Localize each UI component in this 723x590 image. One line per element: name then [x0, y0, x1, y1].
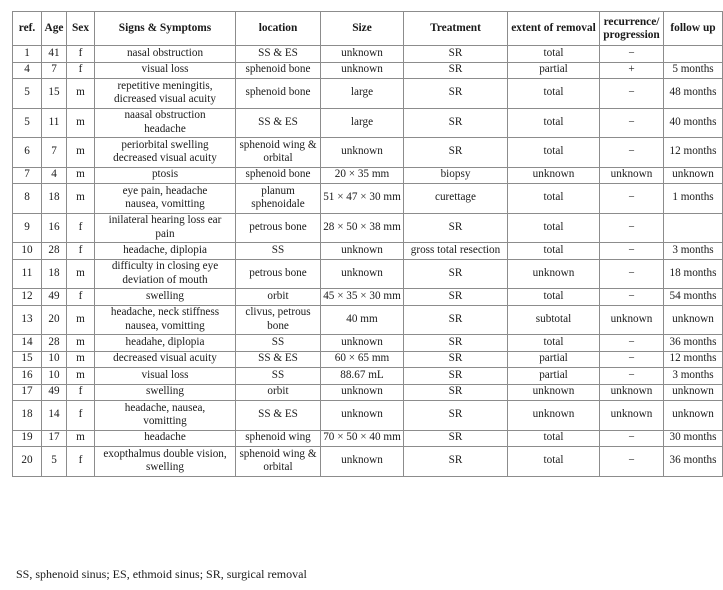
cell-treatment: biopsy: [404, 167, 508, 184]
header-size: Size: [321, 12, 404, 46]
cell-signs: visual loss: [95, 62, 236, 79]
cell-location: [236, 138, 321, 168]
cell-sex: f: [67, 213, 95, 243]
cell-recurrence: −: [600, 243, 664, 260]
cell-treatment: SR: [404, 138, 508, 168]
cell-treatment: SR: [404, 384, 508, 401]
cell-age: 5: [42, 447, 67, 477]
cell-removal: total: [508, 289, 600, 306]
cell-recurrence: unknown: [600, 384, 664, 401]
signs-text: headache, neck stiffness nausea, vomitting: [110, 306, 220, 332]
cell-removal: total: [508, 138, 600, 168]
cell-size: large: [321, 108, 404, 138]
cell-follow-up: 40 months: [664, 108, 723, 138]
signs-text: repetitive meningitis, dicreased visual acuity: [114, 79, 216, 106]
cell-sex: m: [67, 368, 95, 385]
cell-ref: 18: [13, 401, 42, 431]
cell-size: unknown: [321, 401, 404, 431]
cell-size: 45 × 35 × 30 mm: [321, 289, 404, 306]
cell-removal: total: [508, 430, 600, 447]
cell-signs: headache, diplopia: [95, 243, 236, 260]
cell-ref: 12: [13, 289, 42, 306]
cell-sex: m: [67, 430, 95, 447]
cell-size: unknown: [321, 46, 404, 63]
cell-treatment: SR: [404, 368, 508, 385]
table-row: [13, 401, 723, 431]
cell-recurrence: −: [600, 368, 664, 385]
cell-size: 20 × 35 mm: [321, 167, 404, 184]
cell-ref: 14: [13, 335, 42, 352]
table-row: [13, 447, 723, 477]
cell-location: SS: [236, 335, 321, 352]
cell-treatment: SR: [404, 305, 508, 335]
table-row: [13, 289, 723, 306]
cell-ref: 16: [13, 368, 42, 385]
table-row: [13, 384, 723, 401]
cell-follow-up: 18 months: [664, 259, 723, 289]
cell-follow-up: unknown: [664, 401, 723, 431]
cell-follow-up: 12 months: [664, 351, 723, 368]
cell-age: 18: [42, 259, 67, 289]
cell-treatment: SR: [404, 289, 508, 306]
cell-signs: [95, 138, 236, 168]
header-location: location: [236, 12, 321, 46]
cell-location: sphenoid bone: [236, 167, 321, 184]
cell-location: [236, 447, 321, 477]
cell-signs: ptosis: [95, 167, 236, 184]
cell-signs: [95, 447, 236, 477]
cell-sex: f: [67, 401, 95, 431]
signs-text: exopthalmus double vision, swelling: [103, 447, 227, 474]
cell-recurrence: unknown: [600, 401, 664, 431]
cell-ref: 9: [13, 213, 42, 243]
cell-sex: m: [67, 79, 95, 109]
cell-location: sphenoid wing: [236, 430, 321, 447]
cell-treatment: SR: [404, 46, 508, 63]
table-row: [13, 62, 723, 79]
table-row: [13, 213, 723, 243]
cell-follow-up: unknown: [664, 167, 723, 184]
cell-sex: m: [67, 108, 95, 138]
cell-sex: f: [67, 289, 95, 306]
cell-age: 16: [42, 213, 67, 243]
header-age: Age: [42, 12, 67, 46]
table-row: [13, 351, 723, 368]
signs-text: periorbital swelling decreased visual acuity: [113, 138, 217, 165]
cell-follow-up: [664, 46, 723, 63]
cell-location: [236, 184, 321, 214]
cell-ref: 20: [13, 447, 42, 477]
cell-signs: [95, 213, 236, 243]
cell-treatment: SR: [404, 447, 508, 477]
cell-age: 41: [42, 46, 67, 63]
cell-follow-up: 48 months: [664, 79, 723, 109]
cell-recurrence: −: [600, 447, 664, 477]
cell-location: SS & ES: [236, 46, 321, 63]
cell-location: SS & ES: [236, 351, 321, 368]
cell-treatment: SR: [404, 259, 508, 289]
cell-sex: m: [67, 351, 95, 368]
signs-text: inilateral hearing loss ear pain: [108, 214, 222, 240]
cell-age: 7: [42, 138, 67, 168]
cell-signs: [95, 108, 236, 138]
cell-removal: unknown: [508, 384, 600, 401]
cell-follow-up: unknown: [664, 305, 723, 335]
cell-treatment: SR: [404, 401, 508, 431]
location-text: planum sphenoidale: [251, 184, 305, 211]
header-follow-up: follow up: [664, 12, 723, 46]
cell-follow-up: 3 months: [664, 368, 723, 385]
cell-removal: unknown: [508, 167, 600, 184]
cell-sex: f: [67, 447, 95, 477]
cell-age: 49: [42, 289, 67, 306]
cell-treatment: SR: [404, 62, 508, 79]
cell-age: 10: [42, 368, 67, 385]
cell-ref: 19: [13, 430, 42, 447]
cell-follow-up: 5 months: [664, 62, 723, 79]
cell-location: SS & ES: [236, 401, 321, 431]
table-row: [13, 243, 723, 260]
cell-treatment: SR: [404, 335, 508, 352]
table-row: [13, 430, 723, 447]
cell-size: unknown: [321, 259, 404, 289]
cell-location: sphenoid bone: [236, 62, 321, 79]
cell-ref: 7: [13, 167, 42, 184]
cell-ref: 13: [13, 305, 42, 335]
cell-sex: f: [67, 243, 95, 260]
cell-follow-up: 1 months: [664, 184, 723, 214]
cell-size: unknown: [321, 138, 404, 168]
cell-removal: total: [508, 79, 600, 109]
cell-follow-up: 12 months: [664, 138, 723, 168]
cell-ref: 6: [13, 138, 42, 168]
cell-size: unknown: [321, 384, 404, 401]
cell-size: 88.67 mL: [321, 368, 404, 385]
signs-text: eye pain, headache nausea, vomitting: [122, 184, 208, 211]
signs-text: headache, nausea, vomitting: [124, 401, 206, 428]
cell-removal: total: [508, 184, 600, 214]
cell-size: 28 × 50 × 38 mm: [321, 213, 404, 243]
cell-recurrence: −: [600, 213, 664, 243]
table-row: [13, 108, 723, 138]
cell-size: unknown: [321, 62, 404, 79]
cell-sex: m: [67, 167, 95, 184]
cell-location: SS: [236, 368, 321, 385]
cell-treatment: SR: [404, 108, 508, 138]
header-ref: ref.: [13, 12, 42, 46]
table-footnote: SS, sphenoid sinus; ES, ethmoid sinus; SR, surgical removal: [16, 567, 307, 581]
table-row: [13, 138, 723, 168]
cell-location: petrous bone: [236, 259, 321, 289]
table-row: [13, 79, 723, 109]
cell-sex: f: [67, 46, 95, 63]
cell-sex: f: [67, 62, 95, 79]
cell-follow-up: [664, 213, 723, 243]
cell-age: 7: [42, 62, 67, 79]
cell-follow-up: 54 months: [664, 289, 723, 306]
cell-removal: total: [508, 335, 600, 352]
cell-signs: headache: [95, 430, 236, 447]
cell-age: 4: [42, 167, 67, 184]
location-text: clivus, petrous bone: [245, 306, 311, 332]
cell-recurrence: −: [600, 351, 664, 368]
cell-recurrence: −: [600, 46, 664, 63]
cell-ref: 10: [13, 243, 42, 260]
cell-follow-up: 36 months: [664, 335, 723, 352]
cell-ref: 15: [13, 351, 42, 368]
cell-removal: partial: [508, 368, 600, 385]
cell-signs: swelling: [95, 289, 236, 306]
cell-treatment: SR: [404, 213, 508, 243]
cell-ref: 11: [13, 259, 42, 289]
cell-follow-up: unknown: [664, 384, 723, 401]
cell-recurrence: −: [600, 79, 664, 109]
cell-ref: 4: [13, 62, 42, 79]
case-table: [12, 11, 723, 477]
table-row: [13, 368, 723, 385]
cell-signs: swelling: [95, 384, 236, 401]
location-text: sphenoid wing & orbital: [239, 447, 317, 474]
cell-sex: m: [67, 138, 95, 168]
cell-removal: subtotal: [508, 305, 600, 335]
table-row: [13, 184, 723, 214]
header-row: [13, 12, 723, 46]
cell-location: orbit: [236, 384, 321, 401]
cell-recurrence: −: [600, 430, 664, 447]
cell-signs: nasal obstruction: [95, 46, 236, 63]
cell-size: 60 × 65 mm: [321, 351, 404, 368]
cell-recurrence: −: [600, 184, 664, 214]
cell-removal: unknown: [508, 259, 600, 289]
cell-removal: total: [508, 447, 600, 477]
cell-size: large: [321, 79, 404, 109]
cell-recurrence: unknown: [600, 305, 664, 335]
header-sex: Sex: [67, 12, 95, 46]
cell-location: [236, 305, 321, 335]
cell-recurrence: +: [600, 62, 664, 79]
cell-ref: 17: [13, 384, 42, 401]
cell-age: 14: [42, 401, 67, 431]
table-row: [13, 305, 723, 335]
cell-signs: [95, 305, 236, 335]
cell-follow-up: 3 months: [664, 243, 723, 260]
table-row: [13, 46, 723, 63]
cell-removal: total: [508, 108, 600, 138]
cell-ref: 8: [13, 184, 42, 214]
cell-size: 70 × 50 × 40 mm: [321, 430, 404, 447]
cell-follow-up: 36 months: [664, 447, 723, 477]
cell-removal: partial: [508, 62, 600, 79]
cell-signs: [95, 259, 236, 289]
cell-age: 11: [42, 108, 67, 138]
signs-text: difficulty in closing eye deviation of mouth: [111, 260, 219, 286]
cell-signs: [95, 401, 236, 431]
header-treatment: Treatment: [404, 12, 508, 46]
cell-removal: total: [508, 213, 600, 243]
cell-removal: partial: [508, 351, 600, 368]
cell-ref: 5: [13, 79, 42, 109]
cell-treatment: SR: [404, 351, 508, 368]
cell-age: 20: [42, 305, 67, 335]
cell-signs: headahe, diplopia: [95, 335, 236, 352]
cell-location: SS: [236, 243, 321, 260]
table-row: [13, 167, 723, 184]
cell-removal: total: [508, 46, 600, 63]
cell-sex: m: [67, 259, 95, 289]
cell-signs: decreased visual acuity: [95, 351, 236, 368]
cell-sex: m: [67, 184, 95, 214]
cell-age: 17: [42, 430, 67, 447]
cell-recurrence: −: [600, 138, 664, 168]
cell-size: unknown: [321, 335, 404, 352]
cell-location: orbit: [236, 289, 321, 306]
cell-ref: 5: [13, 108, 42, 138]
cell-recurrence: −: [600, 259, 664, 289]
signs-text: naasal obstruction headache: [124, 109, 206, 135]
header-signs: Signs & Symptoms: [95, 12, 236, 46]
cell-size: unknown: [321, 243, 404, 260]
cell-follow-up: 30 months: [664, 430, 723, 447]
cell-age: 18: [42, 184, 67, 214]
cell-age: 49: [42, 384, 67, 401]
cell-treatment: SR: [404, 430, 508, 447]
cell-sex: f: [67, 384, 95, 401]
cell-recurrence: −: [600, 289, 664, 306]
cell-age: 10: [42, 351, 67, 368]
cell-signs: [95, 184, 236, 214]
cell-signs: visual loss: [95, 368, 236, 385]
header-recurrence: recurrence/ progression: [600, 12, 664, 46]
cell-sex: m: [67, 335, 95, 352]
cell-size: unknown: [321, 447, 404, 477]
header-removal: extent of removal: [508, 12, 600, 46]
cell-treatment: curettage: [404, 184, 508, 214]
cell-age: 15: [42, 79, 67, 109]
cell-location: SS & ES: [236, 108, 321, 138]
cell-location: sphenoid bone: [236, 79, 321, 109]
cell-age: 28: [42, 335, 67, 352]
cell-removal: total: [508, 243, 600, 260]
cell-recurrence: −: [600, 108, 664, 138]
location-text: sphenoid wing & orbital: [239, 138, 317, 165]
cell-ref: 1: [13, 46, 42, 63]
cell-recurrence: unknown: [600, 167, 664, 184]
cell-removal: unknown: [508, 401, 600, 431]
cell-treatment: SR: [404, 79, 508, 109]
cell-location: petrous bone: [236, 213, 321, 243]
cell-size: 40 mm: [321, 305, 404, 335]
cell-signs: [95, 79, 236, 109]
cell-recurrence: −: [600, 335, 664, 352]
cell-age: 28: [42, 243, 67, 260]
cell-size: 51 × 47 × 30 mm: [321, 184, 404, 214]
cell-sex: m: [67, 305, 95, 335]
cell-treatment: gross total resection: [404, 243, 508, 260]
table-row: [13, 259, 723, 289]
table-row: [13, 335, 723, 352]
